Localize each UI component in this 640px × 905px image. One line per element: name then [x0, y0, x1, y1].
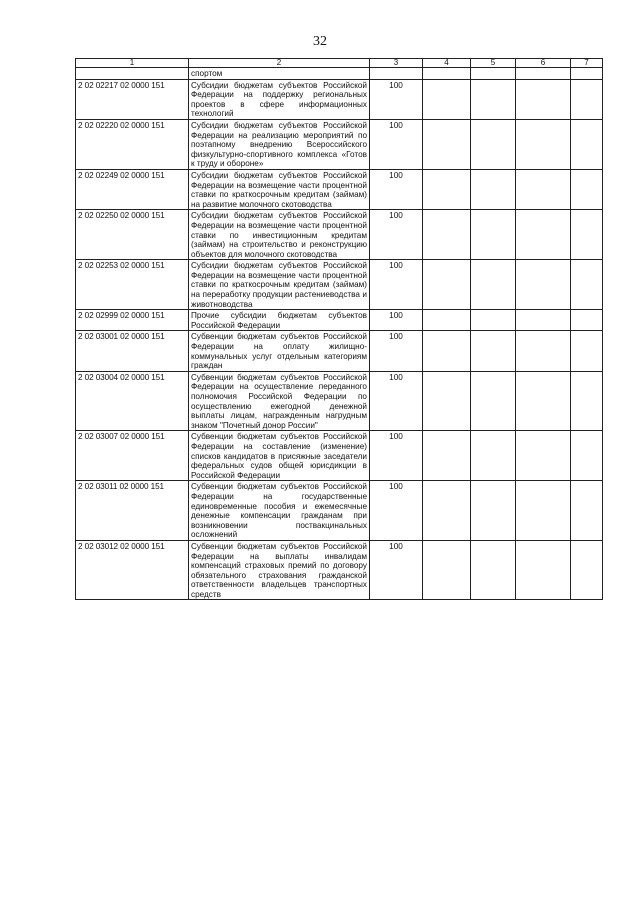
- empty-cell: [516, 68, 571, 80]
- row-amount: 100: [370, 119, 423, 169]
- table-body: [76, 68, 603, 600]
- column-header-2: 2: [189, 59, 370, 68]
- empty-cell: [471, 79, 516, 119]
- row-code: 2 02 02250 02 0000 151: [76, 210, 189, 260]
- table-row: [76, 431, 603, 481]
- empty-cell: [471, 119, 516, 169]
- row-amount: 100: [370, 210, 423, 260]
- row-code: 2 02 02220 02 0000 151: [76, 119, 189, 169]
- row-name: Субвенции бюджетам субъектов Российской Федерации на выплаты инвалидам компенсаций страховых премий по договору обязательного страхования гражданской ответственности владельцев транспортных средств: [189, 540, 370, 600]
- empty-cell: [571, 481, 603, 541]
- row-name: спортом: [189, 68, 370, 80]
- empty-cell: [571, 210, 603, 260]
- empty-cell: [571, 331, 603, 371]
- empty-cell: [471, 331, 516, 371]
- row-name: Прочие субсидии бюджетам субъектов Российской Федерации: [189, 310, 370, 331]
- empty-cell: [516, 260, 571, 310]
- empty-cell: [516, 310, 571, 331]
- empty-cell: [423, 79, 471, 119]
- empty-cell: [516, 331, 571, 371]
- empty-cell: [471, 481, 516, 541]
- page-number: 32: [313, 34, 327, 49]
- empty-cell: [471, 260, 516, 310]
- row-amount: 100: [370, 540, 423, 600]
- empty-cell: [571, 68, 603, 80]
- empty-cell: [516, 481, 571, 541]
- row-code: 2 02 03011 02 0000 151: [76, 481, 189, 541]
- budget-revenue-table: [75, 58, 603, 600]
- row-code: [76, 68, 189, 80]
- empty-cell: [471, 431, 516, 481]
- empty-cell: [471, 540, 516, 600]
- empty-cell: [423, 210, 471, 260]
- row-code: 2 02 03004 02 0000 151: [76, 371, 189, 431]
- table-row: [76, 260, 603, 310]
- empty-cell: [423, 260, 471, 310]
- empty-cell: [516, 169, 571, 209]
- row-amount: 100: [370, 79, 423, 119]
- row-amount: 100: [370, 371, 423, 431]
- empty-cell: [571, 169, 603, 209]
- empty-cell: [471, 68, 516, 80]
- column-number-header-row: [76, 59, 603, 68]
- column-header-1: 1: [76, 59, 189, 68]
- row-name: Субвенции бюджетам субъектов Российской Федерации на осуществление переданного полномочия Российской Федерации по осуществлению ежегодной денежной выплаты лицам, награжденным нагрудным знаком "Почетный донор России": [189, 371, 370, 431]
- empty-cell: [571, 371, 603, 431]
- column-header-7: 7: [571, 59, 603, 68]
- table-row: [76, 169, 603, 209]
- table-row: [76, 481, 603, 541]
- row-code: 2 02 02999 02 0000 151: [76, 310, 189, 331]
- empty-cell: [423, 481, 471, 541]
- column-header-6: 6: [516, 59, 571, 68]
- empty-cell: [423, 119, 471, 169]
- continuation-row: [76, 68, 603, 80]
- empty-cell: [516, 119, 571, 169]
- empty-cell: [471, 371, 516, 431]
- row-amount: 100: [370, 481, 423, 541]
- empty-cell: [516, 540, 571, 600]
- column-header-5: 5: [471, 59, 516, 68]
- column-header-4: 4: [423, 59, 471, 68]
- empty-cell: [516, 431, 571, 481]
- table-row: [76, 371, 603, 431]
- empty-cell: [571, 540, 603, 600]
- empty-cell: [423, 331, 471, 371]
- table-row: [76, 119, 603, 169]
- row-name: Субвенции бюджетам субъектов Российской Федерации на составление (изменение) списков кандидатов в присяжные заседатели федеральных судов общей юрисдикции в Российской Федерации: [189, 431, 370, 481]
- empty-cell: [471, 169, 516, 209]
- empty-cell: [516, 79, 571, 119]
- row-code: 2 02 02253 02 0000 151: [76, 260, 189, 310]
- row-code: 2 02 02249 02 0000 151: [76, 169, 189, 209]
- row-code: 2 02 03001 02 0000 151: [76, 331, 189, 371]
- empty-cell: [423, 68, 471, 80]
- empty-cell: [471, 210, 516, 260]
- empty-cell: [423, 310, 471, 331]
- table-row: [76, 540, 603, 600]
- empty-cell: [571, 431, 603, 481]
- row-amount: 100: [370, 260, 423, 310]
- empty-cell: [571, 79, 603, 119]
- column-header-3: 3: [370, 59, 423, 68]
- row-name: Субсидии бюджетам субъектов Российской Федерации на поддержку региональных проектов в сфере информационных технологий: [189, 79, 370, 119]
- row-name: Субсидии бюджетам субъектов Российской Федерации на возмещение части процентной ставки по инвестиционным кредитам (займам) на строительство и реконструкцию объектов для молочного скотоводства: [189, 210, 370, 260]
- row-code: 2 02 03007 02 0000 151: [76, 431, 189, 481]
- row-code: 2 02 03012 02 0000 151: [76, 540, 189, 600]
- row-name: Субсидии бюджетам субъектов Российской Федерации на возмещение части процентной ставки по краткосрочным кредитам (займам) на переработку продукции растениеводства и животноводства: [189, 260, 370, 310]
- empty-cell: [423, 371, 471, 431]
- table-row: [76, 210, 603, 260]
- empty-cell: [516, 210, 571, 260]
- row-name: Субсидии бюджетам субъектов Российской Федерации на возмещение части процентной ставки по краткосрочным кредитам (займам) на развитие молочного скотоводства: [189, 169, 370, 209]
- row-amount: [370, 68, 423, 80]
- row-amount: 100: [370, 310, 423, 331]
- empty-cell: [571, 260, 603, 310]
- table-row: [76, 79, 603, 119]
- empty-cell: [423, 540, 471, 600]
- empty-cell: [423, 431, 471, 481]
- empty-cell: [571, 310, 603, 331]
- row-code: 2 02 02217 02 0000 151: [76, 79, 189, 119]
- empty-cell: [516, 371, 571, 431]
- row-name: Субвенции бюджетам субъектов Российской Федерации на государственные единовременные пособия и ежемесячные денежные компенсации гражданам при возникновении поствакцинальных осложнений: [189, 481, 370, 541]
- row-amount: 100: [370, 169, 423, 209]
- row-amount: 100: [370, 331, 423, 371]
- row-amount: 100: [370, 431, 423, 481]
- empty-cell: [423, 169, 471, 209]
- table-row: [76, 331, 603, 371]
- table-row: [76, 310, 603, 331]
- empty-cell: [471, 310, 516, 331]
- empty-cell: [571, 119, 603, 169]
- row-name: Субвенции бюджетам субъектов Российской Федерации на оплату жилищно-коммунальных услуг отдельным категориям граждан: [189, 331, 370, 371]
- row-name: Субсидии бюджетам субъектов Российской Федерации на реализацию мероприятий по поэтапному внедрению Всероссийского физкультурно-спортивного комплекса «Готов к труду и обороне»: [189, 119, 370, 169]
